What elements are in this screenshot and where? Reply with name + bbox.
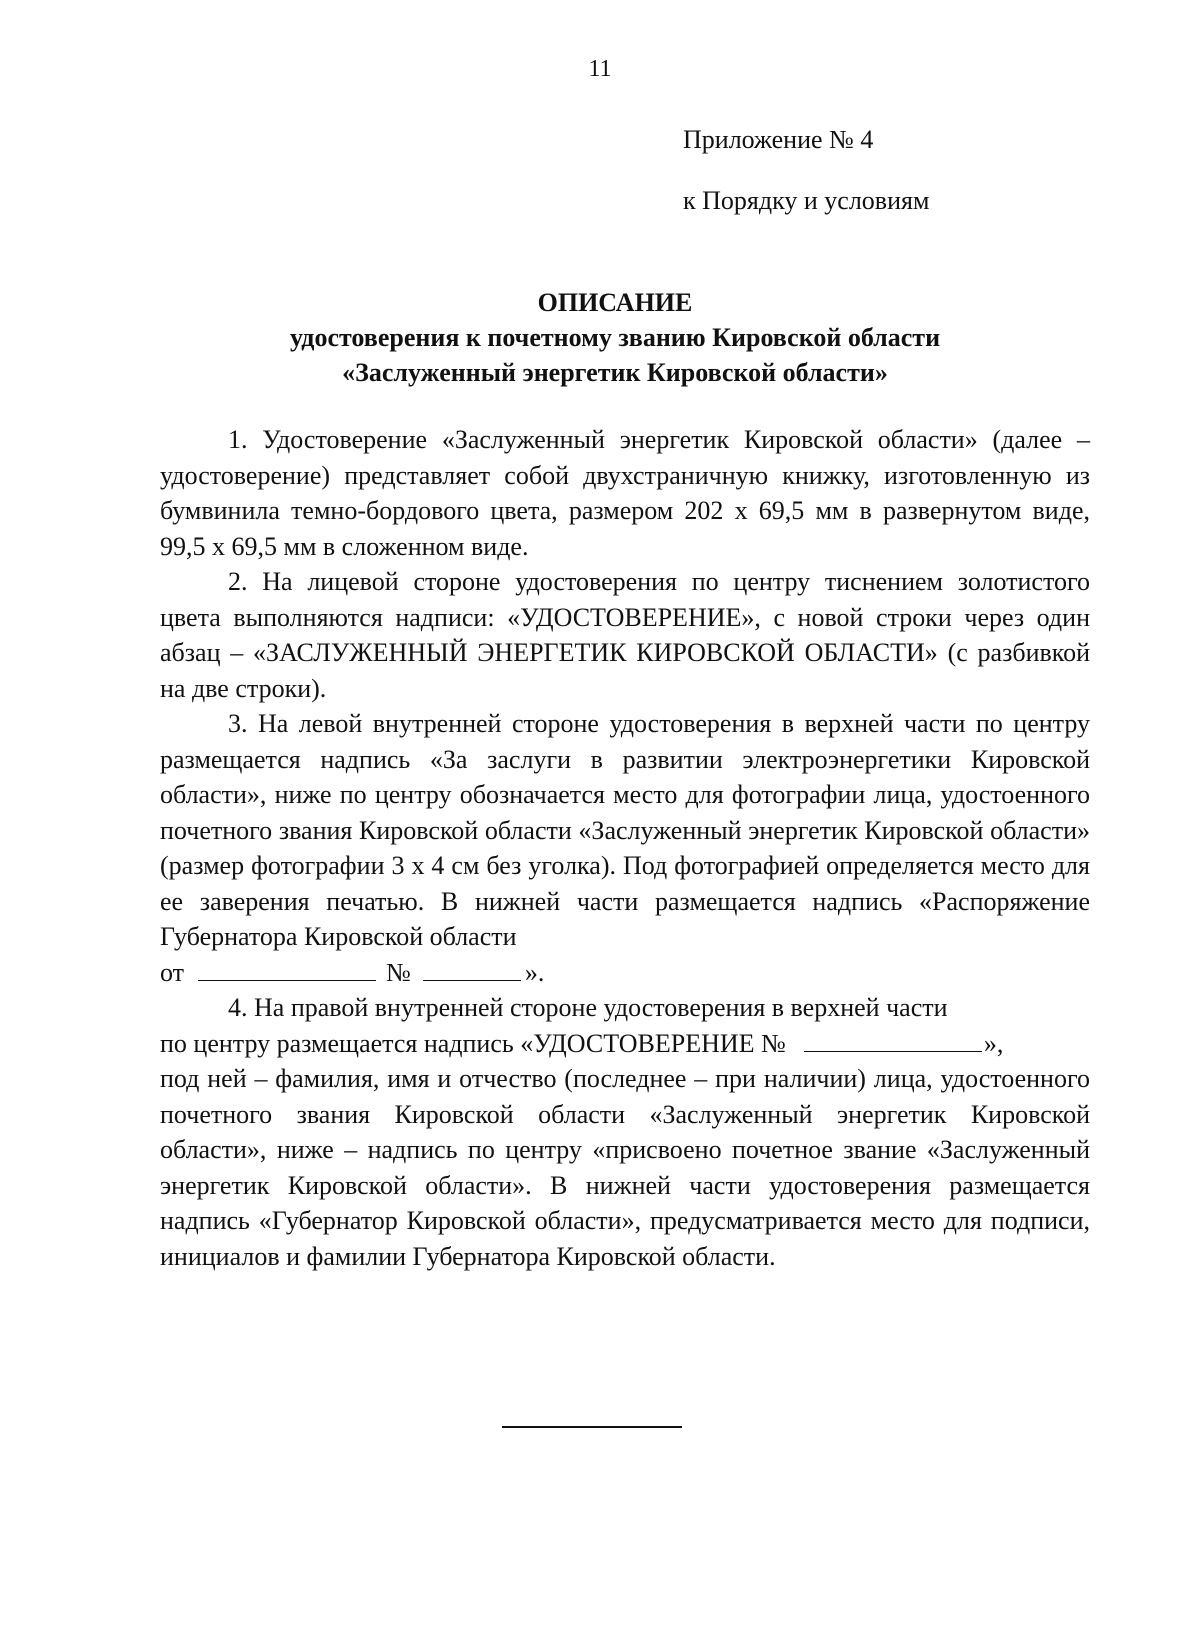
paragraph-3-text: 3. На левой внутренней стороне удостоверения в верхней части по центру размещается надпись «За заслуги в развитии электроэнергетики Кировской области», ниже по центру обозначается место для фотографии лица, удостоенного почетного звания Кировской области «Заслуженный энергетик Кировской области» (размер фотографии 3 х 4 см без уголка). Под фотографией определяется место для ее заверения печатью. В нижней части размещается надпись «Распоряжение Губернатора Кировской области <box>160 709 1090 951</box>
page-number: 11 <box>588 56 612 82</box>
heading-subtitle: удостоверения к почетному званию Кировской области <box>289 323 941 352</box>
paragraph-4-line2 <box>160 1026 1090 1062</box>
paragraph-3-from: от <box>160 957 185 987</box>
heading-award-name: «Заслуженный энергетик Кировской области» <box>342 358 888 387</box>
document-body <box>160 422 1090 1274</box>
certificate-number-blank-line <box>804 1027 982 1052</box>
paragraph-4-line2-end: », <box>983 1028 1004 1058</box>
paragraph-3-end: ». <box>524 957 545 987</box>
paragraph-2: 2. На лицевой стороне удостоверения по центру тиснением золотистого цвета выполняются надписи: «УДОСТОВЕРЕНИЕ», с новой строки через один абзац – «ЗАСЛУЖЕННЫЙ ЭНЕРГЕТИК КИРОВСКОЙ ОБЛАСТИ» (с разбивкой на две строки). <box>160 567 1090 703</box>
paragraph-4 <box>160 990 1090 1026</box>
paragraph-4-rest: под ней – фамилия, имя и отчество (последнее – при наличии) лица, удостоенного почетного звания Кировской области «Заслуженный энергетик Кировской области», ниже – надпись по центру «присвоено почетное звание «Заслуженный энергетик Кировской области». В нижней части удостоверения размещается надпись «Губернатор Кировской области», предусматривается место для подписи, инициалов и фамилии Губернатора Кировской области. <box>160 1064 1090 1271</box>
appendix-reference: к Порядку и условиям <box>683 186 930 215</box>
paragraph-4-line1: 4. На правой внутренней стороне удостоверения в верхней части <box>228 993 948 1022</box>
heading-title: ОПИСАНИЕ <box>537 288 693 317</box>
end-separator-line <box>502 1426 682 1428</box>
number-blank-line <box>423 956 521 981</box>
paragraph-4-line2-text: по центру размещается надпись «УДОСТОВЕРЕНИЕ № <box>160 1028 786 1058</box>
date-blank-line <box>198 956 376 981</box>
document-heading <box>0 285 1200 390</box>
paragraph-3-number-sign: № <box>386 957 411 987</box>
appendix-number: Приложение № 4 <box>683 125 874 154</box>
paragraph-1: 1. Удостоверение «Заслуженный энергетик Кировской области» (далее – удостоверение) представляет собой двухстраничную книжку, изготовленную из бумвинила темно-бордового цвета, размером 202 х 69,5 мм в развернутом виде, 99,5 х 69,5 мм в сложенном виде. <box>160 425 1090 561</box>
paragraph-3 <box>160 706 1090 990</box>
